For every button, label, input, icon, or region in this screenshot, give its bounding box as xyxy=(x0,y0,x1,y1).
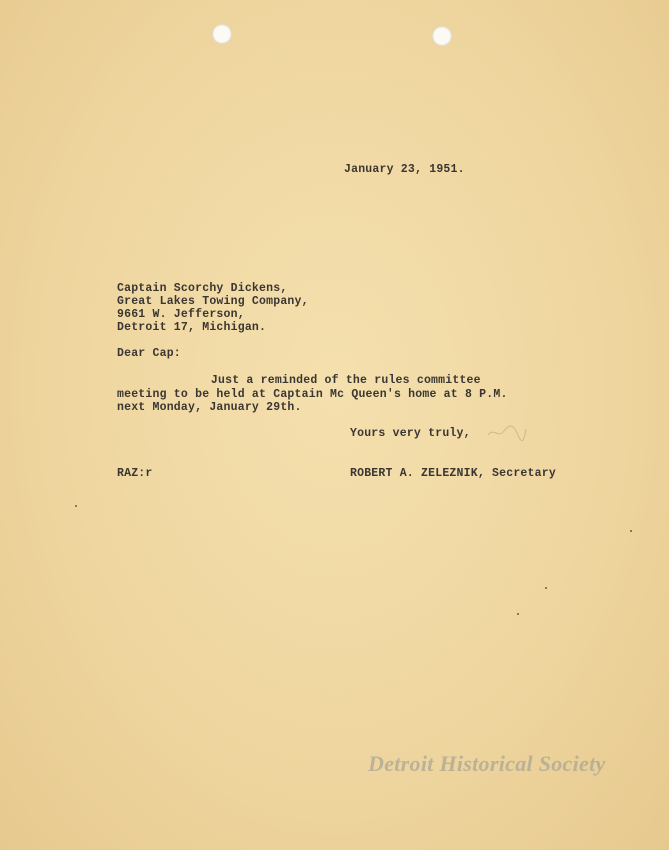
body-line: Just a reminded of the rules committee xyxy=(147,374,481,387)
recipient-line: 9661 W. Jefferson, xyxy=(117,308,245,321)
body-line: meeting to be held at Captain Mc Queen's home at 8 P.M. xyxy=(117,388,508,401)
paper-speck xyxy=(545,587,547,589)
watermark: Detroit Historical Society xyxy=(368,751,606,776)
paper-speck xyxy=(75,505,77,507)
closing: Yours very truly, xyxy=(350,427,471,440)
recipient-line: Detroit 17, Michigan. xyxy=(117,321,267,334)
body-line: next Monday, January 29th. xyxy=(117,401,302,414)
faint-pencil-mark xyxy=(486,419,528,449)
letter-date: January 23, 1951. xyxy=(344,163,465,176)
recipient-line: Great Lakes Towing Company, xyxy=(117,295,309,308)
recipient-line: Captain Scorchy Dickens, xyxy=(117,282,288,295)
typist-initials: RAZ:r xyxy=(117,467,153,480)
paper-speck xyxy=(630,530,632,532)
salutation: Dear Cap: xyxy=(117,347,181,360)
punch-hole-right xyxy=(432,26,452,46)
paper-speck xyxy=(517,613,519,615)
punch-hole-left xyxy=(212,24,232,44)
signature-block: ROBERT A. ZELEZNIK, Secretary xyxy=(350,467,556,480)
